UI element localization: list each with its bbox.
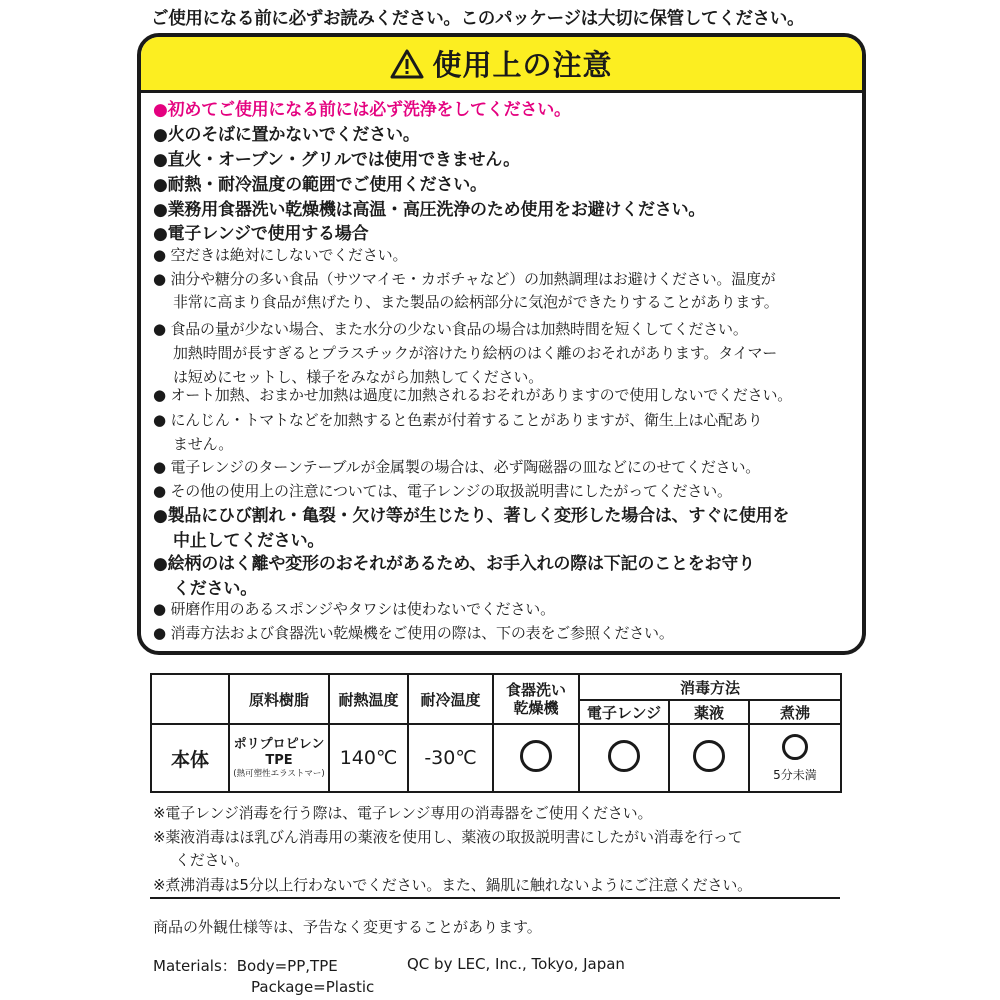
note-divider xyxy=(150,897,840,899)
caution-subitem: ● 油分や糖分の多い食品（サツマイモ・カボチャなど）の加熱調理はお避けください。温度が 非常に高まり食品が焦げたり、また製品の絵柄部分に気泡ができたりすることがあります。 xyxy=(153,270,779,311)
caution-subitem: ● 食品の量が少ない場合、また水分の少ない食品の場合は加熱時間を短くしてください。 加熱時間が長すぎるとプラスチックが溶けたり絵柄のはく離のおそれがあります。タイマー は短めにセットし、様子をみながら加熱してください。 xyxy=(153,320,778,386)
spec-table xyxy=(150,673,842,793)
caution-item: ●火のそばに置かないでください。 xyxy=(153,125,420,145)
ok-circle-icon xyxy=(520,740,552,772)
heat-temp-value: 140℃ xyxy=(329,724,408,792)
table-corner-cell xyxy=(151,674,229,724)
ok-circle-icon xyxy=(608,740,640,772)
cold-temp-value: -30℃ xyxy=(408,724,493,792)
qc-line: QC by LEC, Inc., Tokyo, Japan xyxy=(407,955,625,973)
ok-circle-icon xyxy=(782,734,808,760)
caution-subitem: ● 電子レンジのターンテーブルが金属製の場合は、必ず陶磁器の皿などにのせてください。 xyxy=(153,458,761,476)
warning-triangle-icon xyxy=(390,49,424,79)
caution-header xyxy=(141,37,862,93)
note-microwave: ※電子レンジ消毒を行う際は、電子レンジ専用の消毒器をご使用ください。 xyxy=(153,804,653,822)
header-cold: 耐冷温度 xyxy=(408,674,493,724)
caution-subitem: ● 消毒方法および食器洗い乾燥機をご使用の際は、下の表をご参照ください。 xyxy=(153,624,674,642)
caution-item: ●直火・オーブン・グリルでは使用できません。 xyxy=(153,150,520,170)
spec-change-notice: 商品の外観仕様等は、予告なく変更することがあります。 xyxy=(153,918,542,936)
chemical-ok-cell xyxy=(669,724,749,792)
ok-circle-icon xyxy=(693,740,725,772)
materials-line: Materials：Body=PP,TPE xyxy=(153,957,338,975)
caution-subitem: ● 研磨作用のあるスポンジやタワシは使わないでください。 xyxy=(153,600,555,618)
caution-subitem: ● 空だきは絶対にしないでください。 xyxy=(153,246,408,264)
dishwasher-ok-cell xyxy=(493,724,579,792)
top-notice: ご使用になる前に必ずお読みください。このパッケージは大切に保管してください。 xyxy=(151,9,805,29)
caution-title: 使用上の注意 xyxy=(432,48,613,82)
header-microwave: 電子レンジ xyxy=(579,700,669,724)
material-cell: ポリプロピレン TPE (熱可塑性エラストマー) xyxy=(229,724,329,792)
caution-subitem: ● オート加熱、おまかせ加熱は過度に加熱されるおそれがありますので使用しないでください。 xyxy=(153,386,793,404)
row-label: 本体 xyxy=(151,724,229,792)
caution-item: ●絵柄のはく離や変形のおそれがあるため、お手入れの際は下記のことをお守り ください。 xyxy=(153,554,755,599)
header-heat: 耐熱温度 xyxy=(329,674,408,724)
note-chemical: ※薬液消毒はほ乳びん消毒用の薬液を使用し、薬液の取扱説明書にしたがい消毒を行って ください。 xyxy=(153,828,743,869)
header-material: 原料樹脂 xyxy=(229,674,329,724)
materials-package: Package=Plastic xyxy=(251,978,375,996)
header-boiling: 煮沸 xyxy=(749,700,841,724)
caution-item: ●製品にひび割れ・亀裂・欠け等が生じたり、著しく変形した場合は、すぐに使用を 中止してください。 xyxy=(153,506,790,551)
header-disinfection: 消毒方法 xyxy=(579,674,841,700)
caution-item: ●電子レンジで使用する場合 xyxy=(153,224,369,244)
caution-subitem: ● その他の使用上の注意については、電子レンジの取扱説明書にしたがってください。 xyxy=(153,482,732,500)
caution-item: ●耐熱・耐冷温度の範囲でご使用ください。 xyxy=(153,175,487,195)
boiling-ok-cell xyxy=(749,724,841,792)
caution-subitem: ● にんじん・トマトなどを加熱すると色素が付着することがありますが、衛生上は心配あり ません。 xyxy=(153,411,763,453)
note-boiling: ※煮沸消毒は5分以上行わないでください。また、鍋肌に触れないようにご注意ください。 xyxy=(153,876,752,894)
header-chemical: 薬液 xyxy=(669,700,749,724)
boiling-note: 5分未満 xyxy=(773,767,817,782)
header-dishwasher: 食器洗い乾燥機 xyxy=(493,674,579,724)
caution-item: ●初めてご使用になる前には必ず洗浄をしてください。 xyxy=(153,100,571,120)
microwave-ok-cell xyxy=(579,724,669,792)
caution-item: ●業務用食器洗い乾燥機は高温・高圧洗浄のため使用をお避けください。 xyxy=(153,200,706,220)
